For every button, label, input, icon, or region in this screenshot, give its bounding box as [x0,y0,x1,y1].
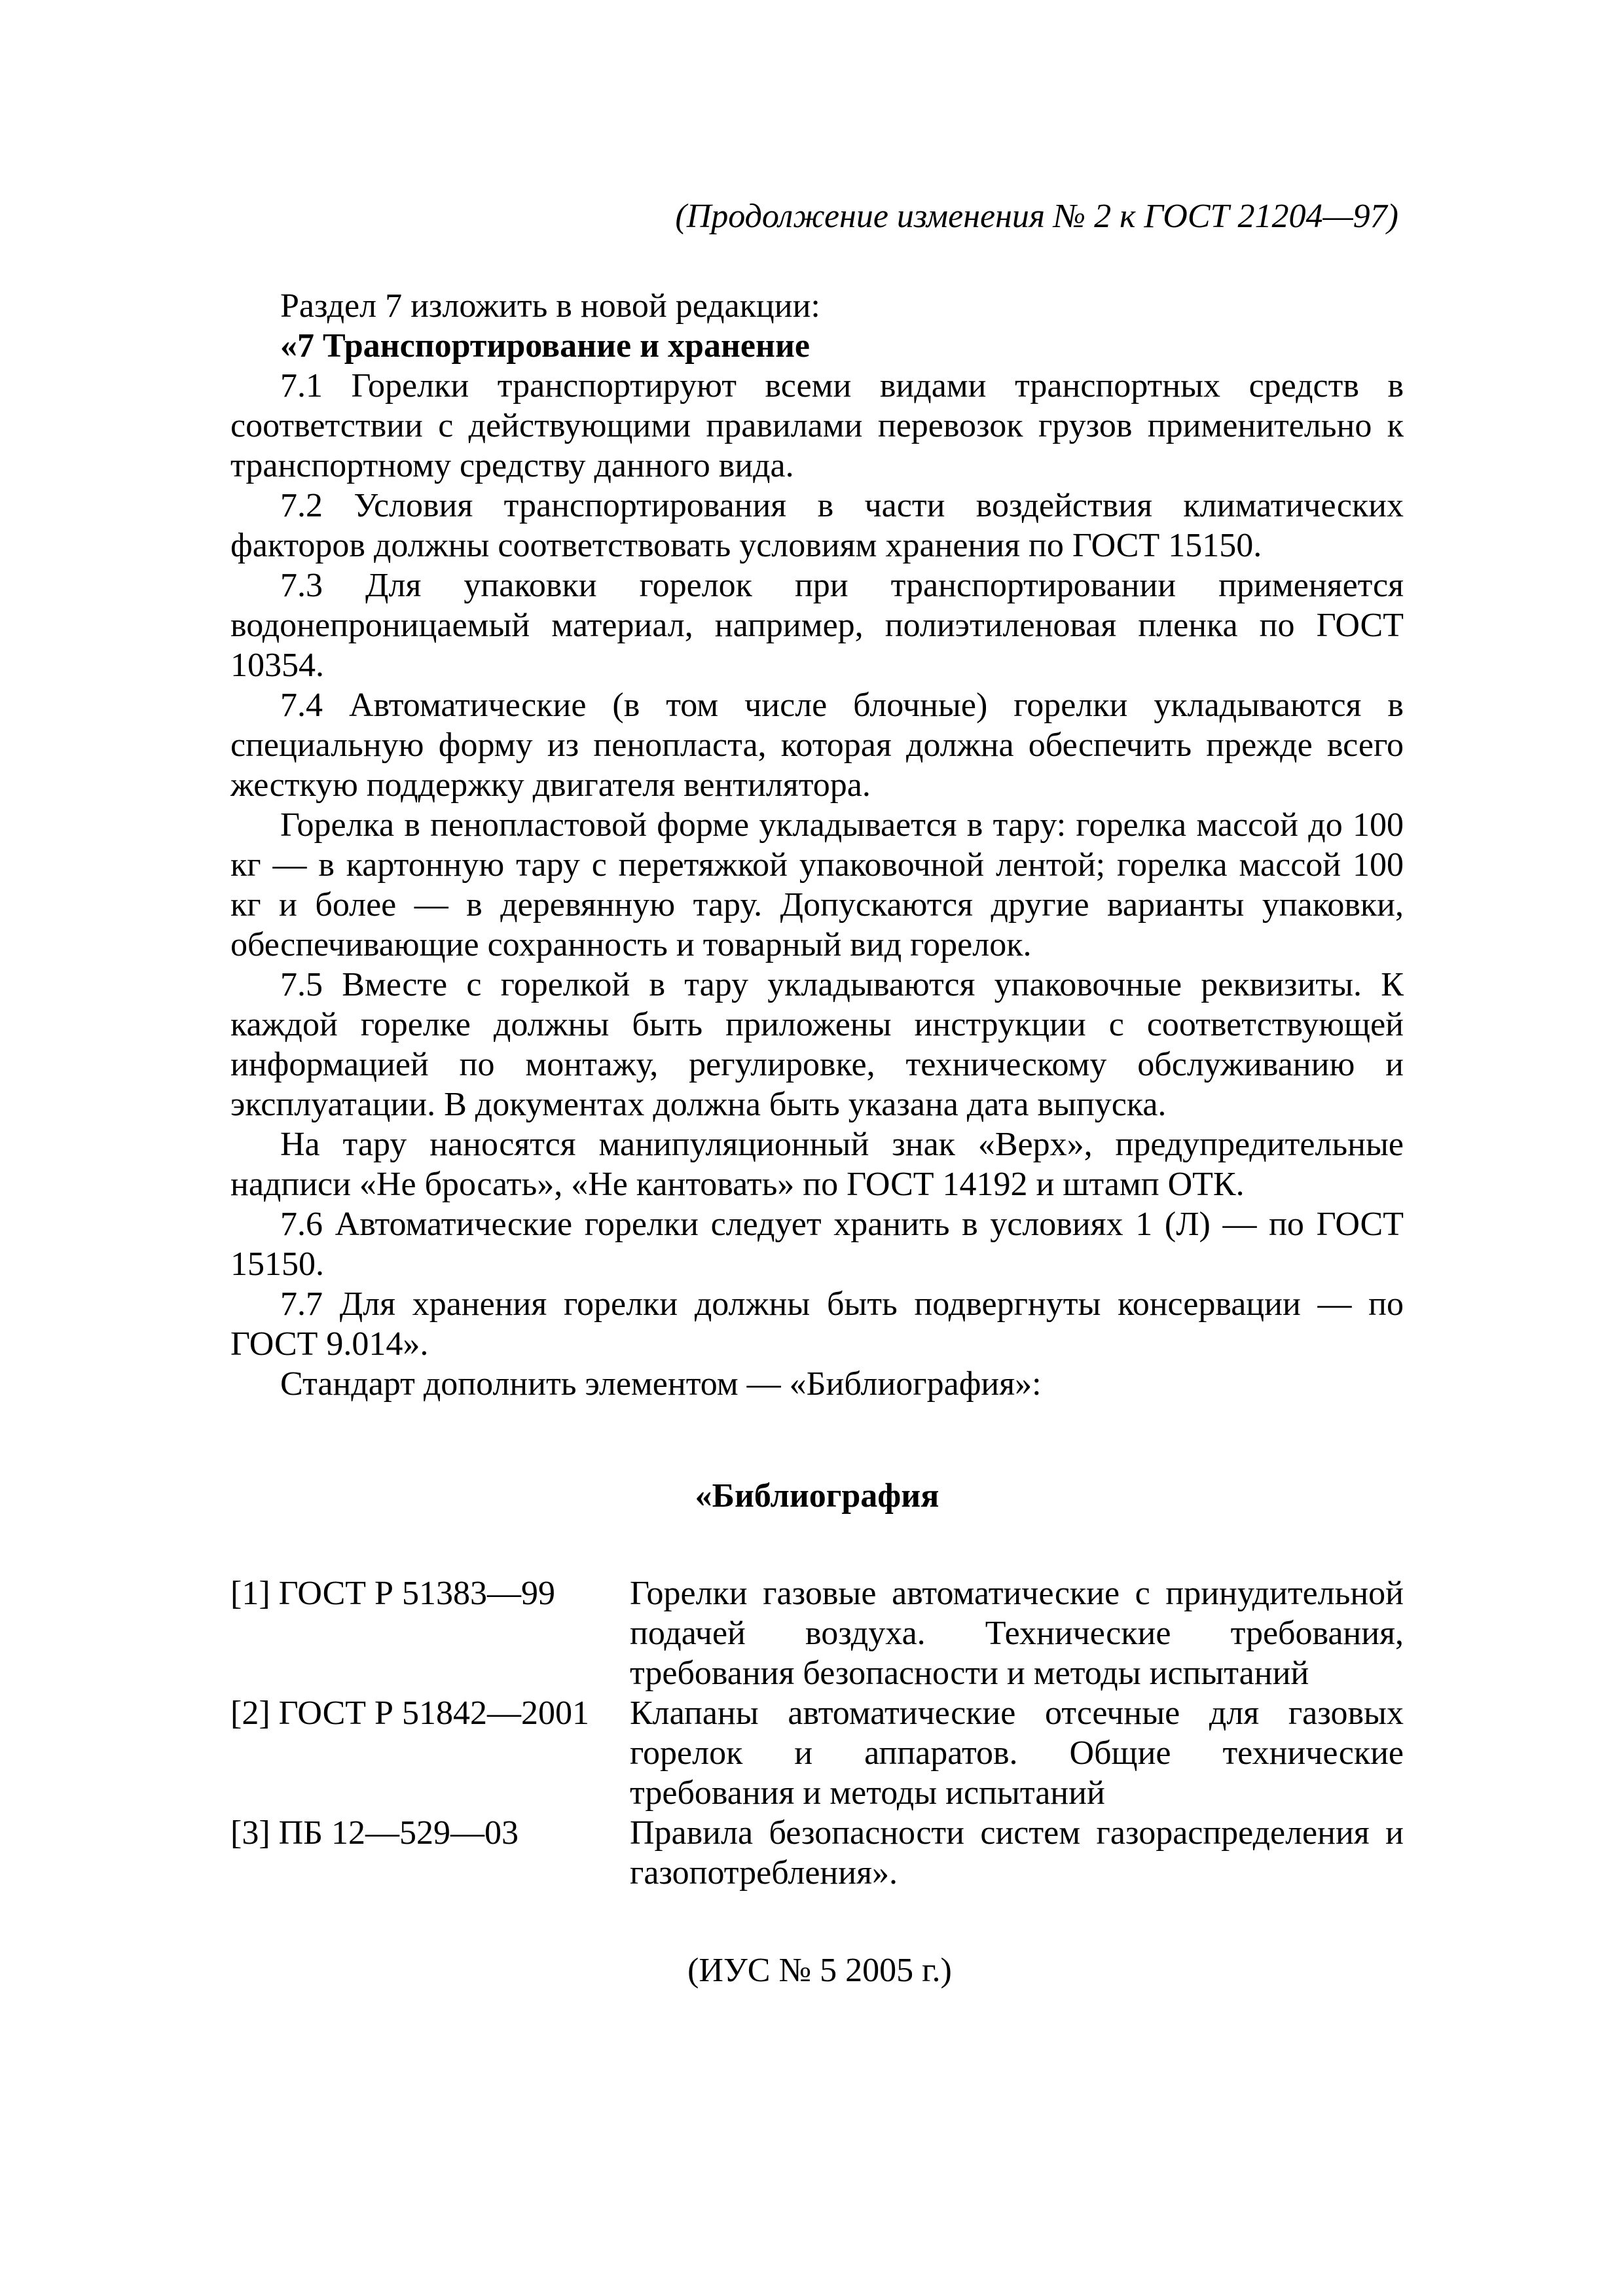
bibliography-entry [230,1693,1404,1813]
paragraph: Горелка в пенопластовой форме укладывается в тару: горелка массой до 100 кг — в картонную тару с перетяжкой упаковочной лентой; горелка массой 100 кг и более — в деревянную тару. Допускаются другие варианты упаковки, обеспечивающие сохранность и товарный вид горелок. [230,806,1404,963]
supplement-line: Стандарт дополнить элементом — «Библиография»: [280,1365,1042,1403]
paragraph: 7.7 Для хранения горелки должны быть подвергнуты консервации — по ГОСТ 9.014». [230,1285,1404,1363]
intro-line: Раздел 7 изложить в новой редакции: [280,287,820,325]
paragraph: 7.6 Автоматические горелки следует хранить в условиях 1 (Л) — по ГОСТ 15150. [230,1206,1404,1283]
section-title: «7 Транспортирование и хранение [280,327,810,365]
bibliography-entry [230,1813,1404,1893]
paragraph: 7.4 Автоматические (в том числе блочные) горелки укладываются в специальную форму из пенопласта, которая должна обеспечить прежде всего жесткую поддержку двигателя вентилятора. [230,687,1404,804]
bibliography-ref: [1] ГОСТ Р 51383—99 [230,1575,555,1612]
paragraph: 7.5 Вместе с горелкой в тару укладываются упаковочные реквизиты. К каждой горелке должны быть приложены инструкции с соответствующей информацией по монтажу, регулировке, техническому обслуживанию и эксплуатации. В документах должна быть указана дата выпуска. [230,966,1404,1123]
bibliography-ref: [3] ПБ 12—529—03 [230,1814,519,1852]
paragraph: 7.2 Условия транспортирования в части воздействия климатических факторов должны соответствовать условиям хранения по ГОСТ 15150. [230,487,1404,564]
paragraph: На тару наносятся манипуляционный знак «Верх», предупредительные надписи «Не бросать», «Не кантовать» по ГОСТ 14192 и штамп ОТК. [230,1126,1404,1203]
bibliography-entry [230,1573,1404,1693]
bibliography-desc: Горелки газовые автоматические с принудительной подачей воздуха. Технические требования, требования безопасности и методы испытаний [630,1575,1404,1692]
paragraph: 7.1 Горелки транспортируют всеми видами транспортных средств в соответствии с действующими правилами перевозок грузов применительно к транспортному средству данного вида. [230,367,1404,484]
bibliography-desc: Правила безопасности систем газораспределения и газопотребления». [630,1814,1404,1892]
bibliography-title: «Библиография [695,1477,939,1515]
document-page [230,196,1404,1990]
page-header: (Продолжение изменения № 2 к ГОСТ 21204—97) [675,198,1398,235]
bibliography-desc: Клапаны автоматические отсечные для газовых горелок и аппаратов. Общие технические требования и методы испытаний [630,1695,1404,1812]
ius-reference: (ИУС № 5 2005 г.) [687,1952,952,1989]
bibliography-ref: [2] ГОСТ Р 51842—2001 [230,1695,589,1732]
paragraph: 7.3 Для упаковки горелок при транспортировании применяется водонепроницаемый материал, например, полиэтиленовая пленка по ГОСТ 10354. [230,567,1404,684]
